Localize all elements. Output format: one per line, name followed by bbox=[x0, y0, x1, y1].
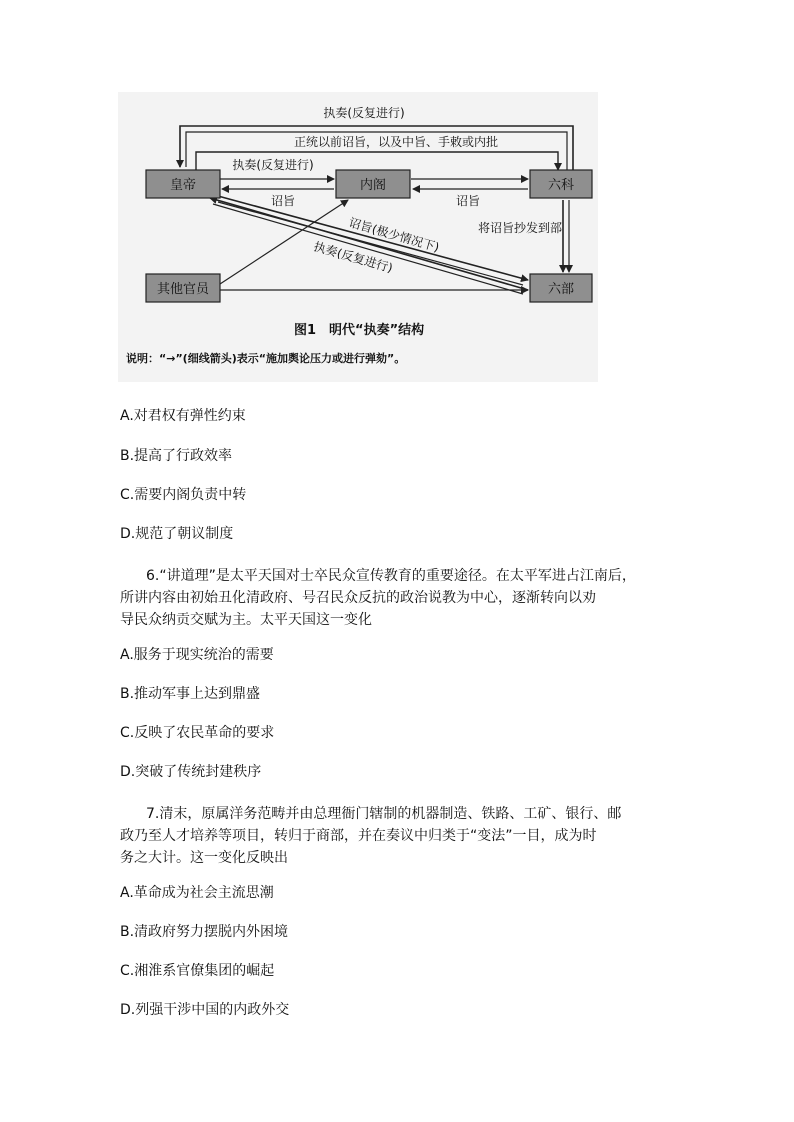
arrow-diag-remonstrate bbox=[210, 198, 528, 294]
q7-option-d: D.列强干涉中国的内政外交 bbox=[120, 1002, 290, 1018]
node-officials: 其他官员 bbox=[156, 282, 210, 297]
label-emperor-cabinet-upper: 执奏(反复进行) bbox=[232, 158, 314, 172]
q7-stem-line-3: 务之大计。这一变化反映出 bbox=[120, 850, 288, 866]
q6-stem-line-3: 导民众纳贡交赋为主。太平天国这一变化 bbox=[120, 612, 372, 628]
q7-option-b: B.清政府努力摆脱内外困境 bbox=[120, 924, 289, 940]
node-emperor: 皇帝 bbox=[169, 178, 197, 193]
q6-option-d: D.突破了传统封建秩序 bbox=[120, 764, 262, 780]
q5-option-b: B.提高了行政效率 bbox=[120, 448, 233, 464]
q6-option-b: B.推动军事上达到鼎盛 bbox=[120, 686, 261, 702]
node-ministries: 六部 bbox=[547, 282, 575, 297]
q7-stem-line-1: 7.清末，原属洋务范畴并由总理衙门辖制的机器制造、铁路、工矿、银行、邮 bbox=[146, 806, 622, 822]
label-emperor-cabinet-lower: 诏旨 bbox=[270, 194, 296, 208]
figure-note: 说明：“→”(细线箭头)表示“施加舆论压力或进行弹劾”。 bbox=[126, 352, 406, 365]
q7-option-c: C.湘淮系官僚集团的崛起 bbox=[120, 963, 275, 979]
figure-caption: 图1 明代“执奏”结构 bbox=[294, 323, 425, 338]
label-cabinet-offices: 诏旨 bbox=[455, 194, 481, 208]
q7-stem-line-2: 政乃至人才培养等项目，转归于商部，并在奏议中归类于“变法”一目，成为时 bbox=[120, 828, 597, 844]
node-cabinet: 内阁 bbox=[359, 178, 387, 193]
label-diag-edict: 诏旨(极少情况下) bbox=[347, 215, 441, 255]
q5-option-c: C.需要内阁负责中转 bbox=[120, 487, 247, 503]
figure-zhizou-structure bbox=[118, 92, 598, 382]
q6-option-c: C.反映了农民革命的要求 bbox=[120, 725, 275, 741]
label-offices-ministries: 将诏旨抄发到部 bbox=[478, 221, 563, 235]
diagram bbox=[118, 92, 598, 382]
arrow-offices-ministries bbox=[563, 200, 569, 272]
label-top-loop: 执奏(反复进行) bbox=[323, 106, 405, 120]
q6-stem-line-2: 所讲内容由初始丑化清政府、号召民众反抗的政治说教为中心，逐渐转向以劝 bbox=[120, 590, 596, 606]
q5-option-a: A.对君权有弹性约束 bbox=[120, 408, 246, 424]
q6-stem-line-1: 6.“讲道理”是太平天国对士卒民众宣传教育的重要途径。在太平军进占江南后， bbox=[146, 568, 636, 584]
node-offices: 六科 bbox=[547, 178, 575, 193]
arrow-diag-edict bbox=[218, 196, 528, 285]
label-second-loop: 正统以前诏旨，以及中旨、手敕或内批 bbox=[293, 135, 499, 149]
q5-option-d: D.规范了朝议制度 bbox=[120, 526, 234, 542]
label-diag-remonstrate: 执奏(反复进行) bbox=[312, 239, 395, 276]
q7-option-a: A.革命成为社会主流思潮 bbox=[120, 885, 274, 901]
q6-option-a: A.服务于现实统治的需要 bbox=[120, 647, 274, 663]
arrow-officials-cabinet bbox=[220, 200, 348, 284]
